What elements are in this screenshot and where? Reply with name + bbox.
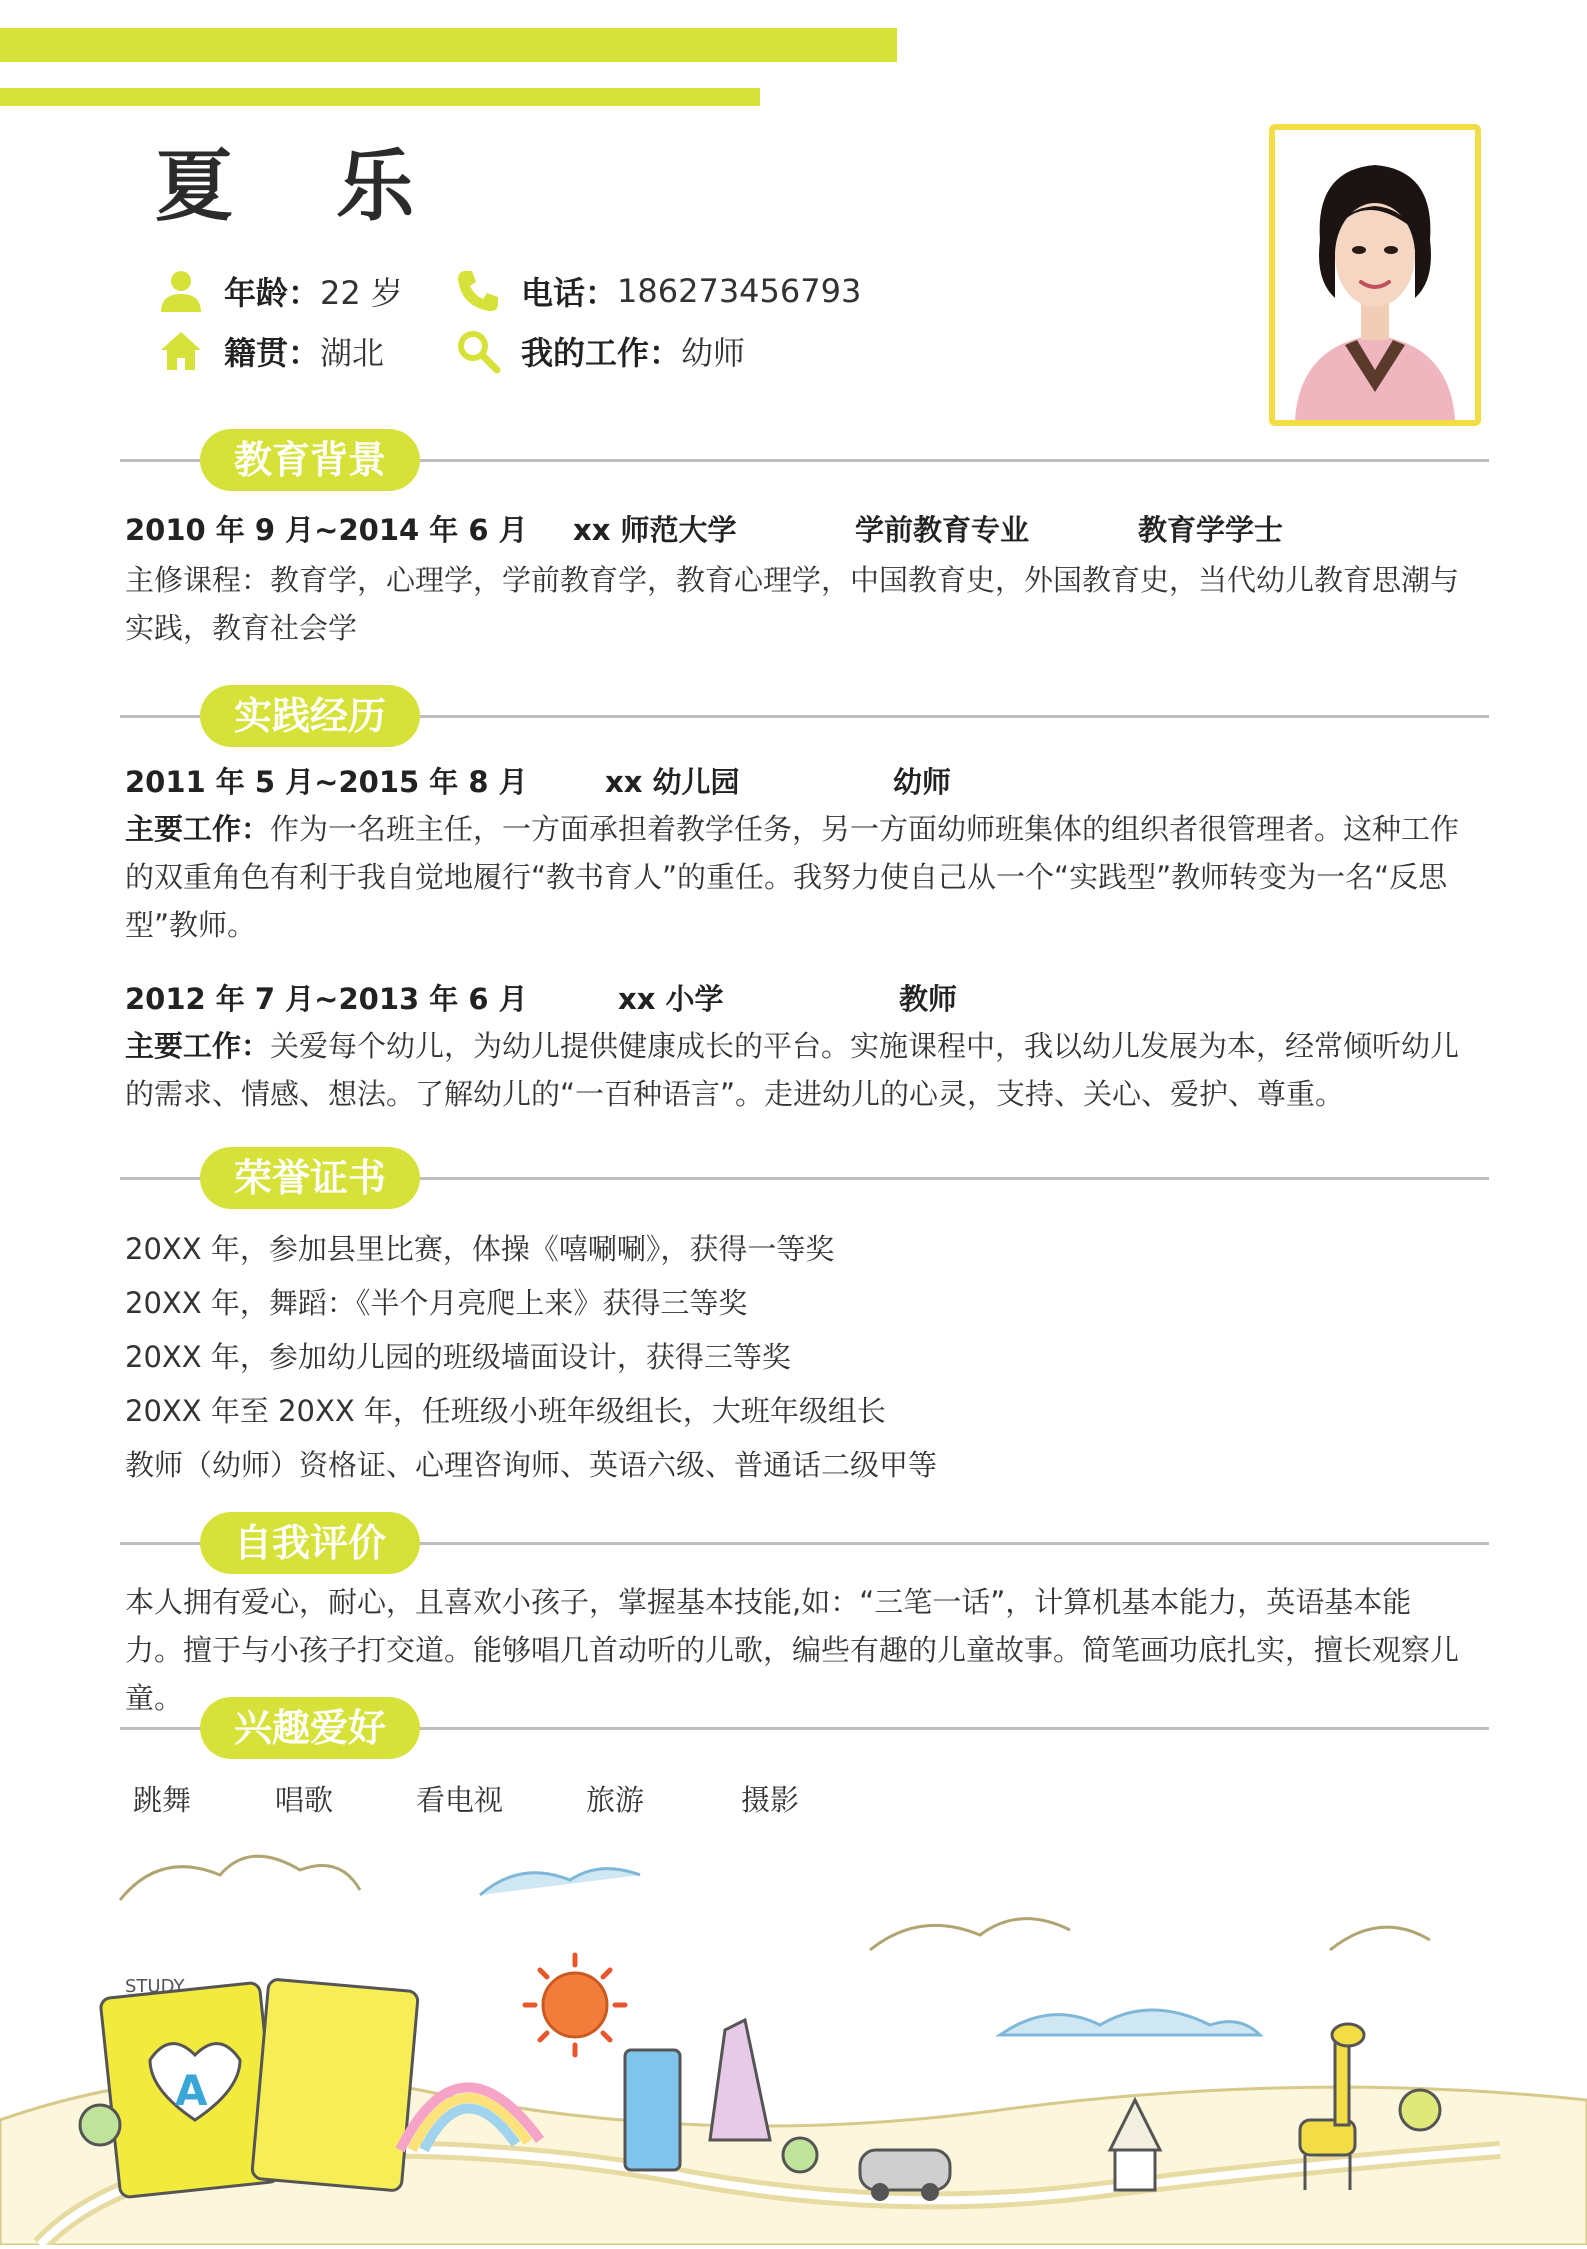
search-icon xyxy=(455,328,501,374)
education-courses: 主修课程：教育学，心理学，学前教育学，教育心理学，中国教育史，外国教育史，当代幼儿教育思潮与实践，教育社会学 xyxy=(125,563,1460,645)
practice-1-role: 幼师 xyxy=(893,765,952,799)
hobby-item: 旅游 xyxy=(586,1783,645,1817)
hobby-item: 唱歌 xyxy=(275,1783,334,1817)
practice-2-period: 2012 年 7 月~2013 年 6 月 xyxy=(125,982,528,1016)
practice-1-desc: 主要工作：作为一名班主任，一方面承担着教学任务，另一方面幼师班集体的组织者很管理者。这种工作的双重角色有利于我自觉地履行“教书育人”的重任。我努力使自己从一个“实践型”教师转变为一名“反思型”教师。 xyxy=(125,812,1460,942)
book-label: STUDY xyxy=(125,1976,185,1997)
hobby-item: 摄影 xyxy=(741,1783,800,1817)
hobby-item: 看电视 xyxy=(416,1783,504,1817)
practice-1-period: 2011 年 5 月~2015 年 8 月 xyxy=(125,765,528,799)
svg-text:A: A xyxy=(175,2066,208,2115)
education-degree: 教育学学士 xyxy=(1138,513,1284,547)
profile-photo xyxy=(1269,124,1481,426)
resume-name: 夏 乐 xyxy=(155,142,453,232)
practice-1-org: xx 幼儿园 xyxy=(605,765,740,799)
section-title-honors: 荣誉证书 xyxy=(200,1147,420,1209)
honor-item: 教师（幼师）资格证、心理咨询师、英语六级、普通话二级甲等 xyxy=(125,1448,938,1482)
education-school: xx 师范大学 xyxy=(573,513,737,547)
section-title-hobbies: 兴趣爱好 xyxy=(200,1697,420,1759)
top-accent-bar-short xyxy=(0,88,760,106)
self-evaluation-text: 本人拥有爱心，耐心，且喜欢小孩子，掌握基本技能,如：“三笔一话”，计算机基本能力，英语基本能力。擅于与小孩子打交道。能够唱几首动听的儿歌，编些有趣的儿童故事。简笔画功底扎实，擅长观察儿童。 xyxy=(125,1585,1460,1715)
person-icon xyxy=(158,268,204,314)
info-age: 年龄： 22 岁 xyxy=(158,268,403,314)
section-title-education: 教育背景 xyxy=(200,429,420,491)
info-job: 我的工作： 幼师 xyxy=(455,328,745,374)
education-period: 2010 年 9 月~2014 年 6 月 xyxy=(125,513,528,547)
honor-item: 20XX 年，参加幼儿园的班级墙面设计，获得三等奖 xyxy=(125,1340,791,1374)
practice-2-org: xx 小学 xyxy=(618,982,724,1016)
practice-2-desc: 主要工作：关爱每个幼儿，为幼儿提供健康成长的平台。实施课程中，我以幼儿发展为本，经常倾听幼儿的需求、情感、想法。了解幼儿的“一百种语言”。走进幼儿的心灵，支持、关心、爱护、尊重。 xyxy=(125,1029,1460,1111)
section-title-self: 自我评价 xyxy=(200,1512,420,1574)
section-title-practice: 实践经历 xyxy=(200,685,420,747)
hobby-item: 跳舞 xyxy=(133,1783,192,1817)
honor-item: 20XX 年至 20XX 年，任班级小班年级组长，大班年级组长 xyxy=(125,1394,886,1428)
home-icon xyxy=(158,328,204,374)
cartoon-illustration xyxy=(0,1820,1587,2245)
honor-item: 20XX 年，舞蹈：《半个月亮爬上来》获得三等奖 xyxy=(125,1286,748,1320)
practice-2-role: 教师 xyxy=(899,982,958,1016)
phone-icon xyxy=(455,268,501,314)
education-major: 学前教育专业 xyxy=(855,513,1030,547)
info-phone: 电话： 186273456793 xyxy=(455,268,861,314)
top-accent-bar xyxy=(0,28,897,62)
honor-item: 20XX 年，参加县里比赛，体操《嘻唰唰》，获得一等奖 xyxy=(125,1232,835,1266)
info-hometown: 籍贯： 湖北 xyxy=(158,328,384,374)
